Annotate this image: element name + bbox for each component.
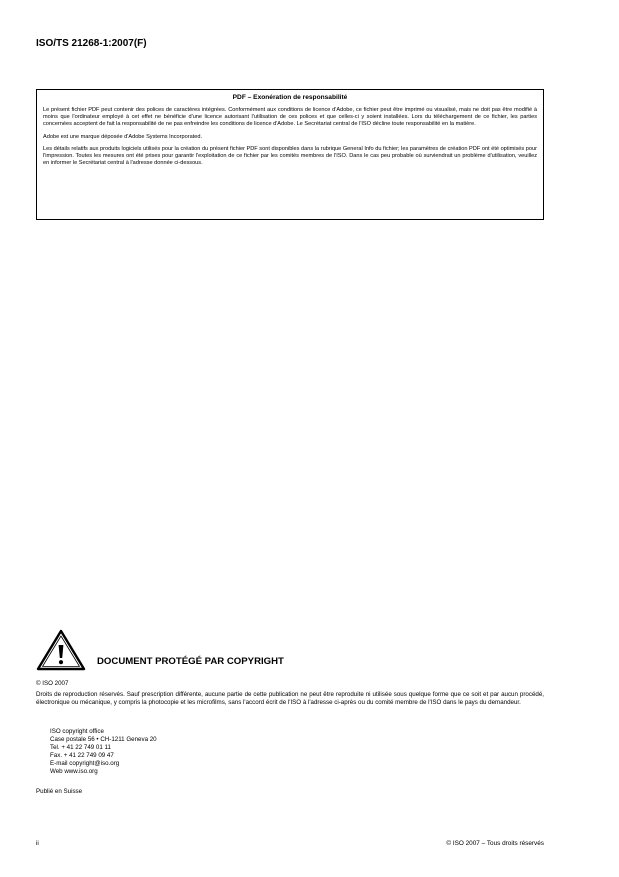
- address-line-tel: Tel. + 41 22 749 01 11: [50, 744, 111, 752]
- address-line-email: E-mail copyright@iso.org: [50, 760, 120, 768]
- published-in: Publié en Suisse: [36, 788, 83, 795]
- address-line-postal: Case postale 56 • CH-1211 Geneva 20: [50, 736, 157, 744]
- footer-copyright: © ISO 2007 – Tous droits réservés: [446, 840, 544, 847]
- copyright-year: © ISO 2007: [36, 680, 69, 687]
- address-line-web: Web www.iso.org: [50, 768, 98, 776]
- document-id: ISO/TS 21268-1:2007(F): [36, 38, 147, 49]
- warning-triangle-icon: [36, 629, 86, 671]
- iso-address-block: [50, 728, 157, 777]
- disclaimer-paragraph-trademark: Adobe est une marque déposée d'Adobe Systems Incorporated.: [43, 133, 203, 140]
- page-number: ii: [36, 840, 39, 847]
- copyright-rights-text: Droits de reproduction réservés. Sauf prescription différente, aucune partie de cette publication ne peut être reproduite ni utilisée sous quelque forme que ce soit et par aucun procédé, électronique ou mécanique, y compris la photocopie et les microfilms, sans l'accord écrit de l'ISO à l'adresse ci-après ou du comité membre de l'ISO dans le pays du demandeur.: [36, 691, 544, 707]
- disclaimer-paragraph-software: Les détails relatifs aux produits logiciels utilisés pour la création du présent fichier PDF sont disponibles dans la rubrique General Info du fichier; les paramètres de création PDF ont été optimisés pour l'impression. Toutes les mesures ont été prises pour garantir l'exploitation de ce fichier par les comités membres de l'ISO. Dans le cas peu probable où surviendrait un problème d'utilisation, veuillez en informer le Secrétariat central à l'adresse donnée ci-dessous.: [43, 145, 537, 167]
- pdf-disclaimer-box: [36, 89, 544, 220]
- disclaimer-title: PDF – Exonération de responsabilité: [232, 94, 348, 101]
- copyright-heading: DOCUMENT PROTÉGÉ PAR COPYRIGHT: [97, 656, 284, 667]
- address-line-office: ISO copyright office: [50, 728, 104, 735]
- address-line-fax: Fax. + 41 22 749 09 47: [50, 752, 114, 760]
- disclaimer-paragraph-fonts: Le présent fichier PDF peut contenir des polices de caractères intégrées. Conformément aux conditions de licence d'Adobe, ce fichier peut être imprimé ou visualisé, mais ne doit pas être modifié à moins que l'ordinateur employé à cet effet ne bénéficie d'une licence autorisant l'utilisation de ces polices et que celles-ci y soient installées. Lors du téléchargement de ce fichier, les parties concernées acceptent de fait la responsabilité de ne pas enfreindre les conditions de licence d'Adobe. Le Secrétariat central de l'ISO décline toute responsabilité en la matière.: [43, 107, 537, 128]
